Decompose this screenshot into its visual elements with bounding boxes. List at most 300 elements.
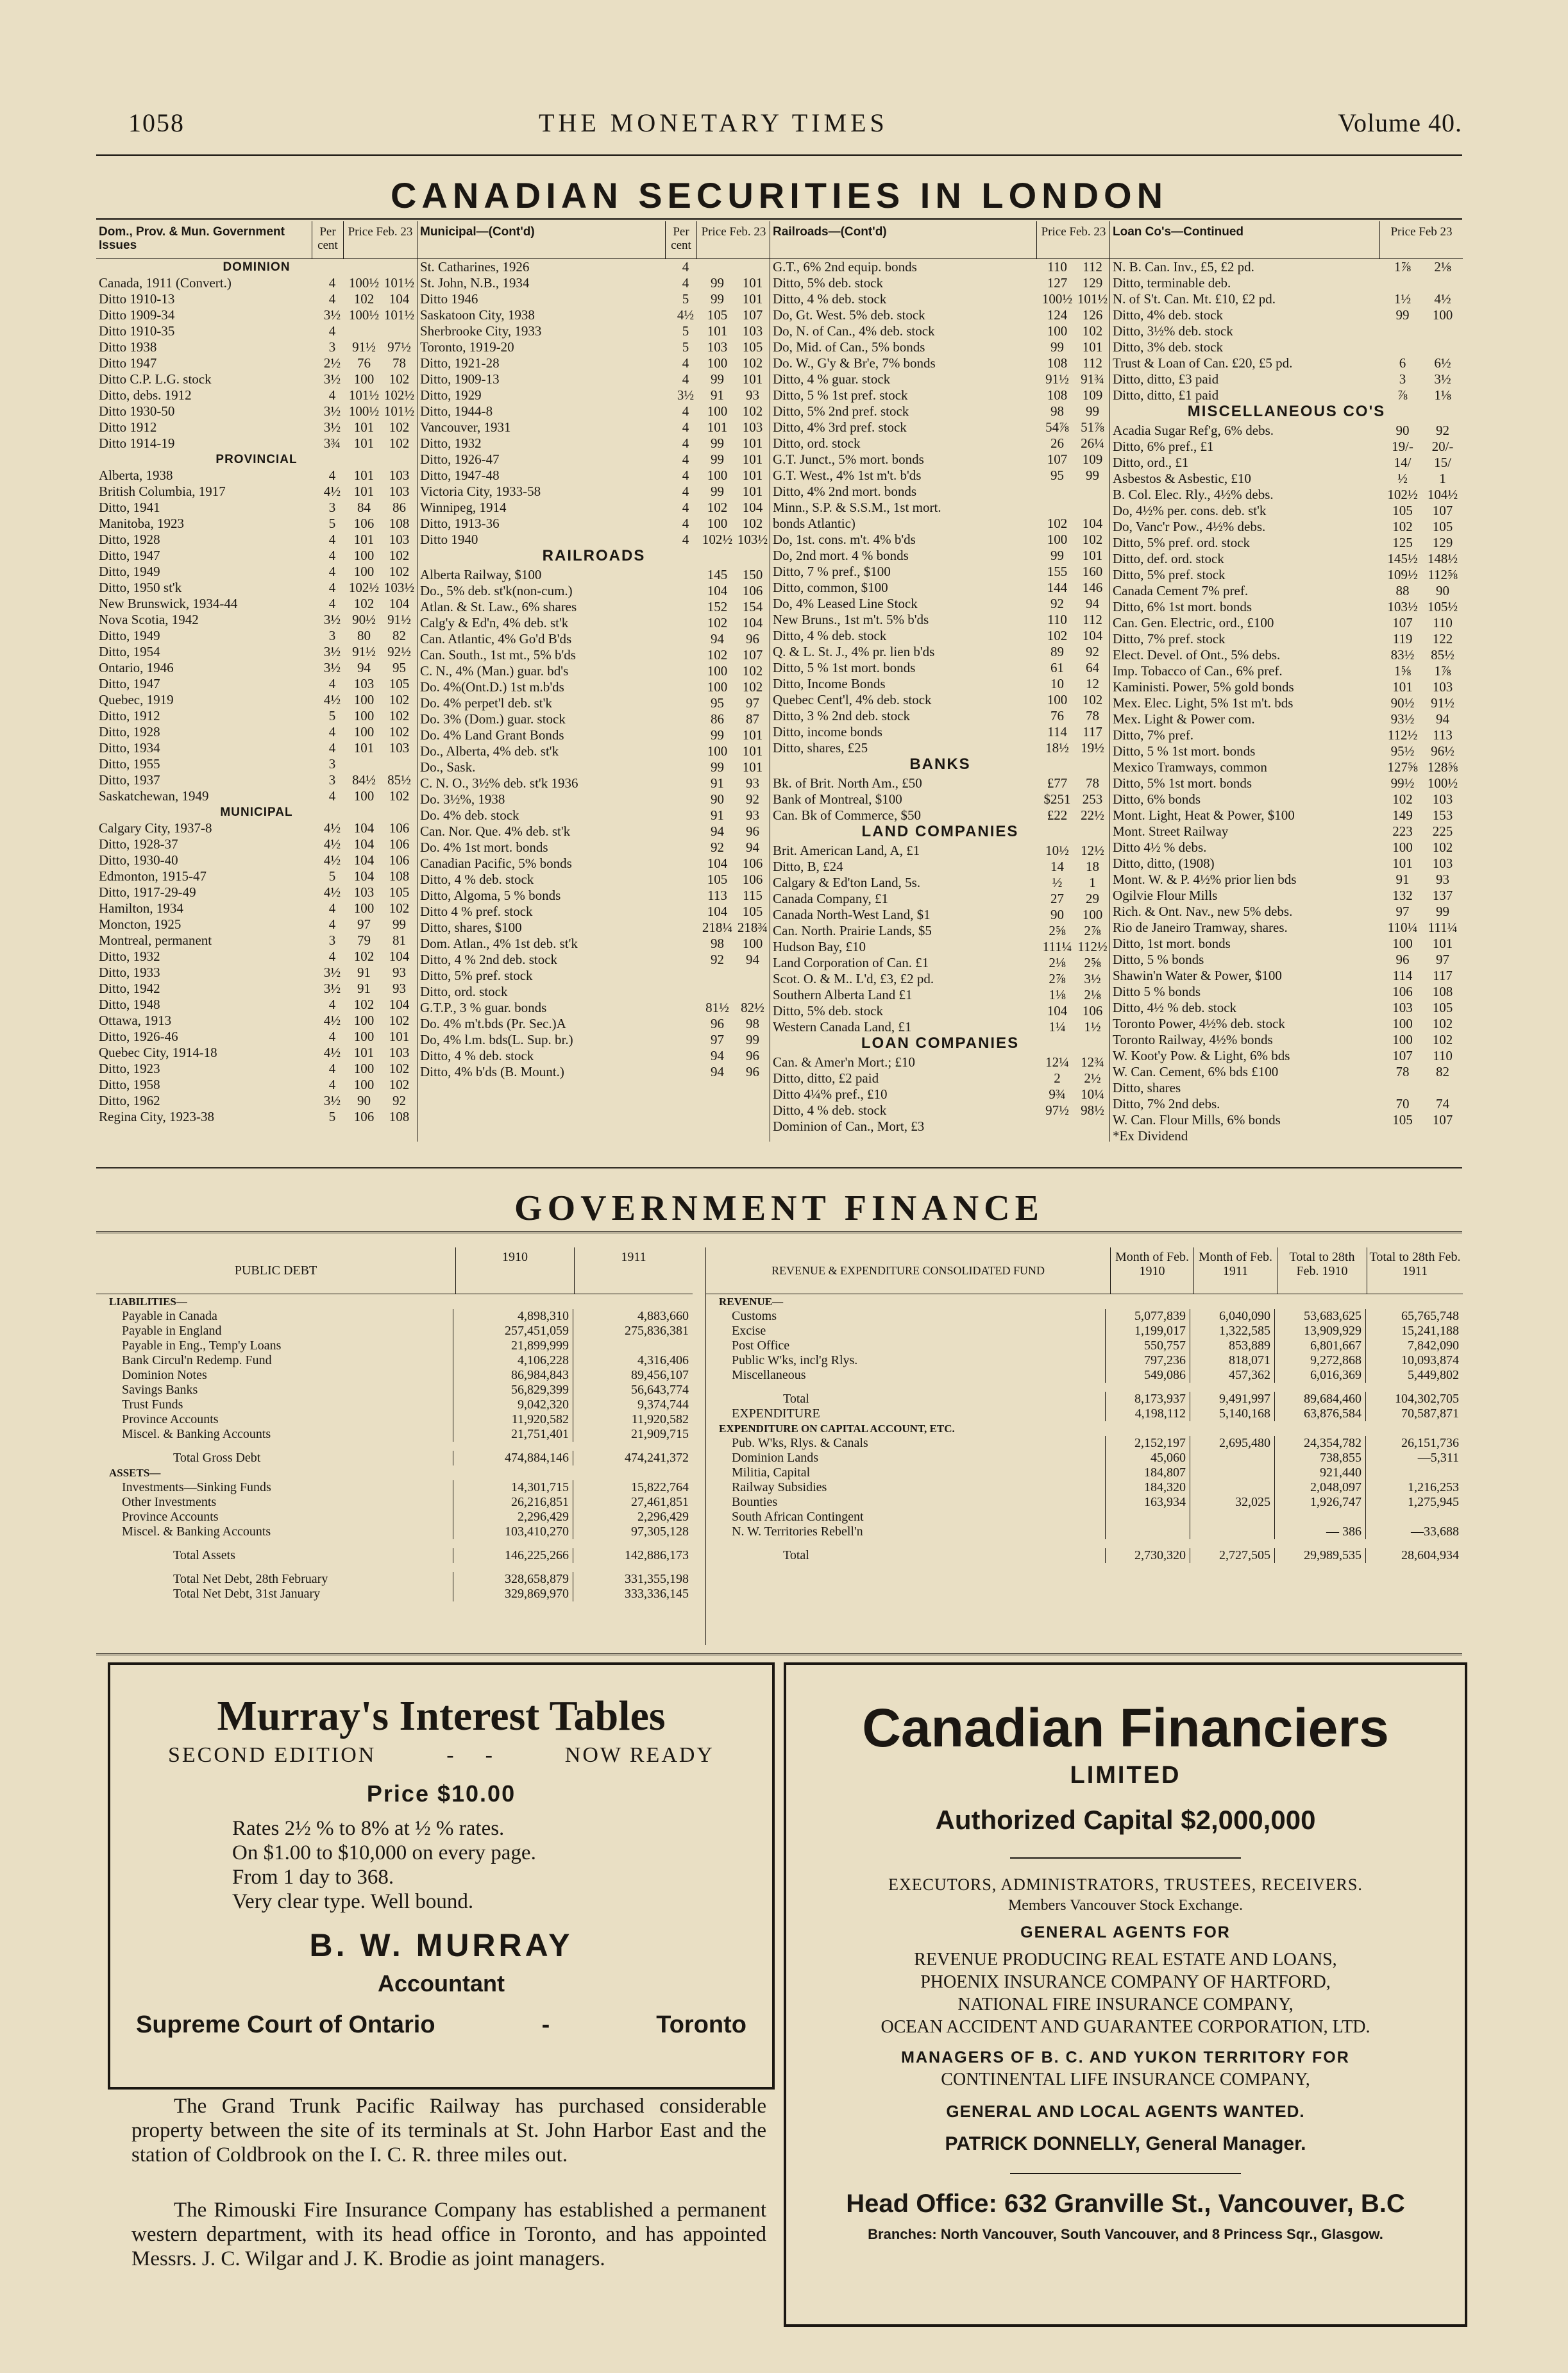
security-row bbox=[96, 820, 417, 836]
rate-value: 4 bbox=[682, 468, 689, 483]
price-value: 218¼ bbox=[702, 920, 733, 935]
security-name: C. N. O., 3½% deb. st'k 1936 bbox=[420, 775, 578, 791]
security-row bbox=[770, 644, 1110, 660]
price-value: ½ bbox=[1052, 875, 1063, 890]
security-name: Ditto, 1934 bbox=[99, 740, 160, 756]
price-value: 2⅛ bbox=[1049, 955, 1066, 970]
price-value: 105 bbox=[742, 904, 763, 919]
spacer-row bbox=[96, 1539, 693, 1548]
column-heading: Loan Co's—Continued bbox=[1113, 225, 1243, 239]
rate-value: 3½ bbox=[323, 403, 341, 419]
security-name: Ditto 1947 bbox=[99, 355, 157, 371]
finance-value: 2,730,320 bbox=[1105, 1548, 1190, 1563]
security-name: Do., 5% deb. st'k(non-cum.) bbox=[420, 583, 573, 598]
security-row bbox=[770, 516, 1110, 532]
security-row bbox=[96, 532, 417, 548]
finance-row bbox=[706, 1392, 1463, 1406]
security-row bbox=[417, 403, 770, 419]
security-name: Ditto, 4½ % deb. stock bbox=[1113, 1000, 1237, 1015]
price-value: 105 bbox=[1392, 1112, 1413, 1127]
security-row bbox=[417, 984, 770, 1000]
security-row bbox=[417, 952, 770, 968]
security-row bbox=[1110, 615, 1463, 631]
price-value: 129 bbox=[1082, 275, 1103, 291]
finance-label: Investments—Sinking Funds bbox=[122, 1480, 271, 1494]
price-value: 91½ bbox=[1045, 371, 1069, 387]
security-row bbox=[1110, 551, 1463, 567]
price-value: 103 bbox=[1392, 1000, 1413, 1015]
finance-label: South African Contingent bbox=[732, 1510, 864, 1524]
price-value: 92 bbox=[1050, 596, 1064, 611]
price-value: 101 bbox=[353, 419, 375, 435]
price-value bbox=[1075, 484, 1110, 500]
price-value: 145½ bbox=[1387, 551, 1418, 566]
security-name: Elect. Devel. of Ont., 5% debs. bbox=[1113, 647, 1281, 663]
news-grand-trunk: The Grand Trunk Pacific Railway has purchased considerable property between the site of its terminals at St. John Harbor East and the station of Coldbrook on the I. C. R. three miles out. bbox=[131, 2095, 766, 2166]
price-value: 10¼ bbox=[1081, 1086, 1104, 1102]
securities-title: CANADIAN SECURITIES IN LONDON bbox=[390, 175, 1168, 215]
finance-value: 11,920,582 bbox=[453, 1412, 573, 1427]
security-row bbox=[770, 708, 1110, 724]
price-value: 101 bbox=[389, 1029, 410, 1044]
price-value: 102½ bbox=[1387, 487, 1418, 502]
security-name: Canadian Pacific, 5% bonds bbox=[420, 856, 572, 871]
security-name: Ditto, 7% 2nd debs. bbox=[1113, 1096, 1220, 1111]
rate-value bbox=[671, 952, 700, 968]
agents-label: GENERAL AGENTS FOR bbox=[1020, 1923, 1231, 1941]
rate-value: 4½ bbox=[323, 484, 341, 499]
finance-value: 29,989,535 bbox=[1274, 1548, 1365, 1563]
finance-label: Post Office bbox=[732, 1339, 790, 1353]
price-value: 111¼ bbox=[1042, 939, 1072, 954]
rate-value bbox=[671, 807, 700, 823]
security-name: Ditto, shares bbox=[1113, 1080, 1181, 1095]
security-name: Rich. & Ont. Nav., new 5% debs. bbox=[1113, 904, 1293, 919]
finance-label: Total Assets bbox=[173, 1548, 235, 1562]
security-row bbox=[770, 355, 1110, 371]
security-name: Ditto, 4% 2nd mort. bonds bbox=[773, 484, 916, 499]
price-value: 95½ bbox=[1390, 743, 1415, 759]
price-value bbox=[382, 323, 417, 339]
public-debt-table bbox=[96, 1247, 693, 1645]
rate-value: 3 bbox=[328, 339, 336, 355]
security-row bbox=[417, 339, 770, 355]
finance-row bbox=[96, 1587, 693, 1601]
price-value: 106 bbox=[742, 583, 763, 598]
security-row bbox=[1110, 387, 1463, 403]
finance-value: 9,374,744 bbox=[573, 1398, 693, 1412]
price-value: 20/- bbox=[1431, 439, 1454, 454]
members-label: Members Vancouver Stock Exchange. bbox=[1007, 1897, 1243, 1914]
price-value: 129 bbox=[1432, 535, 1453, 550]
finance-row bbox=[96, 1339, 693, 1353]
price-value: 112⅝ bbox=[1428, 567, 1458, 582]
price-value: 104 bbox=[353, 820, 375, 836]
security-row bbox=[417, 516, 770, 532]
finance-value bbox=[1190, 1480, 1274, 1495]
rate-value: 4 bbox=[328, 275, 336, 291]
security-row bbox=[770, 403, 1110, 419]
rate-value: 4 bbox=[328, 548, 336, 563]
price-value: £77 bbox=[1047, 775, 1068, 791]
ad-feature-line: From 1 day to 368. bbox=[232, 1866, 394, 1889]
security-name: New Bruns., 1st m't. 5% b'ds bbox=[773, 612, 929, 627]
security-name: Canada Cement 7% pref. bbox=[1113, 583, 1249, 598]
price-value: 102 bbox=[1082, 323, 1103, 339]
price-value: 103 bbox=[389, 484, 410, 499]
security-name: Brit. American Land, A, £1 bbox=[773, 843, 920, 858]
price-value: 99 bbox=[711, 435, 724, 451]
security-name: New Brunswick, 1934-44 bbox=[99, 596, 238, 611]
price-value: 96 bbox=[746, 823, 759, 839]
finance-value: — 386 bbox=[1274, 1524, 1365, 1539]
finance-value: 28,604,934 bbox=[1365, 1548, 1463, 1563]
security-name: Edmonton, 1915-47 bbox=[99, 868, 207, 884]
security-row bbox=[96, 1109, 417, 1125]
rate-value: 4 bbox=[682, 371, 689, 387]
price-value: 92 bbox=[392, 1093, 406, 1108]
security-row bbox=[770, 371, 1110, 387]
price-value: 100 bbox=[707, 468, 728, 483]
security-name: St. John, N.B., 1934 bbox=[420, 275, 530, 291]
price-value: 104 bbox=[742, 615, 763, 630]
security-name: Can. North. Prairie Lands, $5 bbox=[773, 923, 932, 938]
price-value bbox=[346, 323, 382, 339]
rate-value: 4 bbox=[328, 291, 336, 307]
price-value: 105 bbox=[1432, 1000, 1453, 1015]
security-name: Hamilton, 1934 bbox=[99, 900, 183, 916]
price-value: 83½ bbox=[1390, 647, 1415, 663]
price-value: 104 bbox=[1082, 628, 1103, 643]
rate-value: 4 bbox=[328, 468, 336, 483]
price-value: 2⅛ bbox=[1084, 987, 1101, 1002]
price-value: 104 bbox=[742, 500, 763, 515]
price-value bbox=[1040, 484, 1075, 500]
finance-label: Savings Banks bbox=[122, 1383, 198, 1397]
finance-value: 15,241,188 bbox=[1365, 1324, 1463, 1339]
security-name: Do, 1st. cons. m't. 4% b'ds bbox=[773, 532, 916, 547]
price-value: 103 bbox=[353, 884, 375, 900]
security-row bbox=[770, 580, 1110, 596]
security-name: Do. 4% m't.bds (Pr. Sec.)A bbox=[420, 1016, 566, 1031]
rate-value: 4 bbox=[328, 788, 336, 804]
security-row bbox=[96, 981, 417, 997]
price-value: 97½ bbox=[387, 339, 411, 355]
security-row bbox=[96, 516, 417, 532]
security-row bbox=[770, 500, 1110, 516]
security-name: Trust & Loan of Can. £20, £5 pd. bbox=[1113, 355, 1293, 371]
price-value: 102 bbox=[389, 788, 410, 804]
price-value: 106 bbox=[353, 1109, 375, 1124]
price-value: 98 bbox=[711, 936, 724, 951]
price-value: 102 bbox=[389, 548, 410, 563]
price-value: 99 bbox=[711, 371, 724, 387]
finance-value bbox=[1190, 1451, 1274, 1465]
price-value: 22½ bbox=[1081, 807, 1104, 823]
price-value: 6 bbox=[1399, 355, 1406, 371]
finance-section-label: REVENUE— bbox=[719, 1296, 784, 1308]
price-value: 70 bbox=[1395, 1096, 1410, 1111]
security-name: Do, Vanc'r Pow., 4½% debs. bbox=[1113, 519, 1266, 534]
murray-interest-tables-ad bbox=[108, 1662, 775, 2090]
security-row bbox=[770, 628, 1110, 644]
finance-value bbox=[1365, 1510, 1463, 1524]
price-value: 110 bbox=[1433, 615, 1453, 630]
security-name: Ditto, 3% deb. stock bbox=[1113, 339, 1224, 355]
price-value: 99 bbox=[746, 1032, 759, 1047]
security-row bbox=[1110, 599, 1463, 615]
price-value: 102 bbox=[742, 355, 763, 371]
security-row bbox=[770, 435, 1110, 452]
finance-value: 56,643,774 bbox=[573, 1383, 693, 1398]
price-value: 87 bbox=[746, 711, 759, 727]
rate-value: 4½ bbox=[323, 884, 341, 900]
price-value: 12 bbox=[1086, 676, 1099, 691]
finance-value: 2,695,480 bbox=[1190, 1436, 1274, 1451]
security-row bbox=[770, 807, 1110, 823]
finance-row bbox=[706, 1465, 1463, 1480]
price-value bbox=[1422, 1128, 1463, 1142]
price-value: 98 bbox=[746, 1016, 759, 1031]
security-name: Ditto, shares, £25 bbox=[773, 740, 868, 756]
security-row bbox=[770, 843, 1110, 859]
section-subheading: LAND COMPANIES bbox=[861, 823, 1019, 840]
price-value: 108 bbox=[389, 1109, 410, 1124]
column-municipal-railroads bbox=[417, 221, 770, 1142]
price-value: 107 bbox=[1432, 503, 1453, 518]
price-value bbox=[382, 756, 417, 772]
finance-value: 45,060 bbox=[1105, 1451, 1190, 1465]
security-row bbox=[417, 1016, 770, 1032]
security-row bbox=[96, 339, 417, 355]
price-value: 100 bbox=[1432, 307, 1453, 323]
price-value: 92 bbox=[711, 840, 724, 855]
rate-value: 5 bbox=[328, 516, 336, 531]
price-value: 86 bbox=[392, 500, 406, 515]
price-value: 93 bbox=[1436, 872, 1449, 887]
finance-value: 184,807 bbox=[1105, 1465, 1190, 1480]
price-value: 108 bbox=[389, 868, 410, 884]
price-value bbox=[1422, 1080, 1463, 1096]
finance-value: 27,461,851 bbox=[573, 1495, 693, 1510]
price-value: 106 bbox=[1392, 984, 1413, 999]
security-name: Rio de Janeiro Tramway, shares. bbox=[1113, 920, 1288, 935]
price-value: 103 bbox=[389, 740, 410, 756]
price-value: 90½ bbox=[1390, 695, 1415, 711]
security-row bbox=[770, 532, 1110, 548]
security-row bbox=[1110, 968, 1463, 984]
finance-label: Miscel. & Banking Accounts bbox=[122, 1427, 271, 1441]
price-value: 101 bbox=[1392, 679, 1413, 695]
security-row bbox=[417, 1064, 770, 1080]
price-value: 100½ bbox=[348, 403, 380, 419]
price-value: 6½ bbox=[1434, 355, 1451, 371]
security-name: Toronto, 1919-20 bbox=[420, 339, 514, 355]
security-name: Ditto, 1942 bbox=[99, 981, 160, 996]
price-value: 91 bbox=[711, 775, 724, 791]
ads-rule bbox=[96, 1653, 1462, 1655]
security-row bbox=[1110, 695, 1463, 711]
price-value bbox=[1075, 1119, 1110, 1135]
security-name: Ditto, 1928 bbox=[99, 724, 160, 739]
security-name: Ditto, 1947 bbox=[99, 676, 160, 691]
security-row bbox=[96, 692, 417, 708]
security-name: Dominion of Can., Mort, £3 bbox=[773, 1119, 925, 1134]
rate-value bbox=[671, 711, 700, 727]
security-row bbox=[1110, 888, 1463, 904]
security-name: Do, N. of Can., 4% deb. stock bbox=[773, 323, 935, 339]
rate-value bbox=[671, 791, 700, 807]
security-name: Ditto 1914-19 bbox=[99, 435, 175, 451]
finance-value: 1,216,253 bbox=[1365, 1480, 1463, 1495]
security-row bbox=[96, 884, 417, 900]
finance-top-rule bbox=[96, 1167, 1462, 1169]
price-value: 10 bbox=[1050, 676, 1064, 691]
finance-value bbox=[1105, 1524, 1190, 1539]
news-column bbox=[131, 2094, 766, 2271]
rate-value: 4 bbox=[682, 355, 689, 371]
agency-line: OCEAN ACCIDENT AND GUARANTEE CORPORATION, LTD. bbox=[881, 2017, 1370, 2037]
edition-label: SECOND EDITION bbox=[168, 1743, 376, 1767]
finance-value: 818,071 bbox=[1190, 1353, 1274, 1368]
security-row bbox=[417, 1048, 770, 1064]
finance-value: 474,884,146 bbox=[453, 1451, 573, 1465]
security-name: Ditto, 4% 3rd pref. stock bbox=[773, 419, 907, 435]
price-value: 102 bbox=[389, 419, 410, 435]
price-value: 99 bbox=[1050, 339, 1064, 355]
security-row bbox=[770, 859, 1110, 875]
capital-label: Authorized Capital $2,000,000 bbox=[935, 1805, 1316, 1835]
rate-value: 5 bbox=[328, 868, 336, 884]
price-value: 81 bbox=[392, 933, 406, 948]
finance-row bbox=[706, 1406, 1463, 1421]
finance-value: 146,225,266 bbox=[453, 1548, 573, 1563]
security-name: Ditto 1940 bbox=[420, 532, 478, 547]
security-name: Ditto, 1941 bbox=[99, 500, 160, 515]
price-value: 93½ bbox=[1390, 711, 1415, 727]
price-value: 97 bbox=[1395, 904, 1410, 919]
price-value: 112 bbox=[1083, 612, 1102, 627]
security-name: N. B. Can. Inv., £5, £2 pd. bbox=[1113, 259, 1254, 274]
divider bbox=[1010, 2173, 1241, 2174]
security-row bbox=[96, 371, 417, 387]
price-value: 107 bbox=[1432, 1112, 1453, 1127]
security-row bbox=[417, 419, 770, 435]
finance-value bbox=[1105, 1510, 1190, 1524]
security-name: W. Koot'y Pow. & Light, 6% bds bbox=[1113, 1048, 1290, 1063]
finance-label: Total bbox=[783, 1548, 809, 1562]
price-value: 54⅞ bbox=[1045, 419, 1069, 435]
security-row bbox=[1110, 487, 1463, 503]
price-value: 94 bbox=[746, 840, 759, 855]
security-row bbox=[1110, 339, 1463, 355]
price-value: 102 bbox=[389, 724, 410, 739]
security-row bbox=[770, 987, 1110, 1003]
price-value: 103½ bbox=[1387, 599, 1418, 614]
rate-value: 4 bbox=[682, 500, 689, 515]
security-row bbox=[417, 872, 770, 888]
price-value: 102½ bbox=[384, 387, 415, 403]
rate-value: 4 bbox=[328, 740, 336, 756]
price-value: 126 bbox=[1082, 307, 1103, 323]
price-value: 102 bbox=[389, 564, 410, 579]
price-value: 100 bbox=[1392, 840, 1413, 855]
security-row bbox=[96, 644, 417, 660]
security-row bbox=[1110, 743, 1463, 759]
security-row bbox=[770, 923, 1110, 939]
price-value: 76 bbox=[357, 355, 371, 371]
finance-row bbox=[706, 1495, 1463, 1510]
security-name: Ditto, 3½% deb. stock bbox=[1113, 323, 1233, 339]
price-value: 100 bbox=[353, 692, 375, 707]
price-value: 102 bbox=[742, 679, 763, 695]
security-name: Asbestos & Asbestic, £10 bbox=[1113, 471, 1251, 486]
security-name: Ditto, 1962 bbox=[99, 1093, 160, 1108]
rate-value: 4 bbox=[328, 1077, 336, 1092]
finance-value: 70,587,871 bbox=[1365, 1406, 1463, 1421]
security-name: Imp. Tobacco of Can., 6% pref. bbox=[1113, 663, 1283, 679]
rate-value: 3½ bbox=[323, 981, 341, 996]
security-row bbox=[770, 891, 1110, 907]
security-name: Minn., S.P. & S.S.M., 1st mort. bbox=[773, 500, 941, 515]
rate-value: 4 bbox=[328, 916, 336, 932]
price-value: 3½ bbox=[1084, 971, 1101, 986]
price-value bbox=[1383, 275, 1422, 291]
security-name: Ditto, 3 % 2nd deb. stock bbox=[773, 708, 911, 723]
price-value: 97 bbox=[357, 916, 371, 932]
security-row bbox=[1110, 791, 1463, 807]
security-row bbox=[96, 916, 417, 933]
price-label: Price $10.00 bbox=[366, 1780, 516, 1807]
price-value: 104 bbox=[353, 836, 375, 852]
finance-value: 4,198,112 bbox=[1105, 1406, 1190, 1421]
price-value: 109 bbox=[1082, 387, 1103, 403]
price-value: 101 bbox=[353, 484, 375, 499]
price-value: 100 bbox=[1047, 692, 1068, 707]
section-subheading: MISCELLANEOUS CO'S bbox=[1187, 403, 1386, 420]
spacer-row bbox=[706, 1383, 1463, 1392]
security-row bbox=[417, 355, 770, 371]
price-value: 85½ bbox=[1431, 647, 1454, 663]
price-value: 149 bbox=[1392, 807, 1413, 823]
security-name: Saskatchewan, 1949 bbox=[99, 788, 209, 804]
price-value: 94 bbox=[1436, 711, 1449, 727]
security-name: Saskatoon City, 1938 bbox=[420, 307, 535, 323]
finance-row bbox=[706, 1480, 1463, 1495]
price-value: 105 bbox=[742, 339, 763, 355]
price-value: 114 bbox=[1392, 968, 1413, 983]
security-row bbox=[417, 840, 770, 856]
price-value bbox=[346, 756, 382, 772]
security-name: C. N., 4% (Man.) guar. bd's bbox=[420, 663, 569, 679]
roles-label: EXECUTORS, ADMINISTRATORS, TRUSTEES, RECEIVERS. bbox=[888, 1875, 1363, 1894]
security-name: Bk. of Brit. North Am., £50 bbox=[773, 775, 922, 791]
security-row bbox=[96, 756, 417, 772]
agency-line: NATIONAL FIRE INSURANCE COMPANY, bbox=[957, 1995, 1294, 2014]
finance-label: Pub. W'ks, Rlys. & Canals bbox=[732, 1436, 868, 1450]
security-row bbox=[1110, 920, 1463, 936]
spacer-row bbox=[96, 1563, 693, 1572]
security-row bbox=[417, 583, 770, 599]
security-name: Q. & L. St. J., 4% pr. lien b'ds bbox=[773, 644, 935, 659]
price-value bbox=[1383, 323, 1422, 339]
price-value: 3½ bbox=[1434, 371, 1451, 387]
price-value: 102 bbox=[707, 615, 728, 630]
security-row bbox=[417, 791, 770, 807]
security-name: Ditto, 1954 bbox=[99, 644, 160, 659]
security-row bbox=[417, 468, 770, 484]
finance-value: 24,354,782 bbox=[1274, 1436, 1365, 1451]
